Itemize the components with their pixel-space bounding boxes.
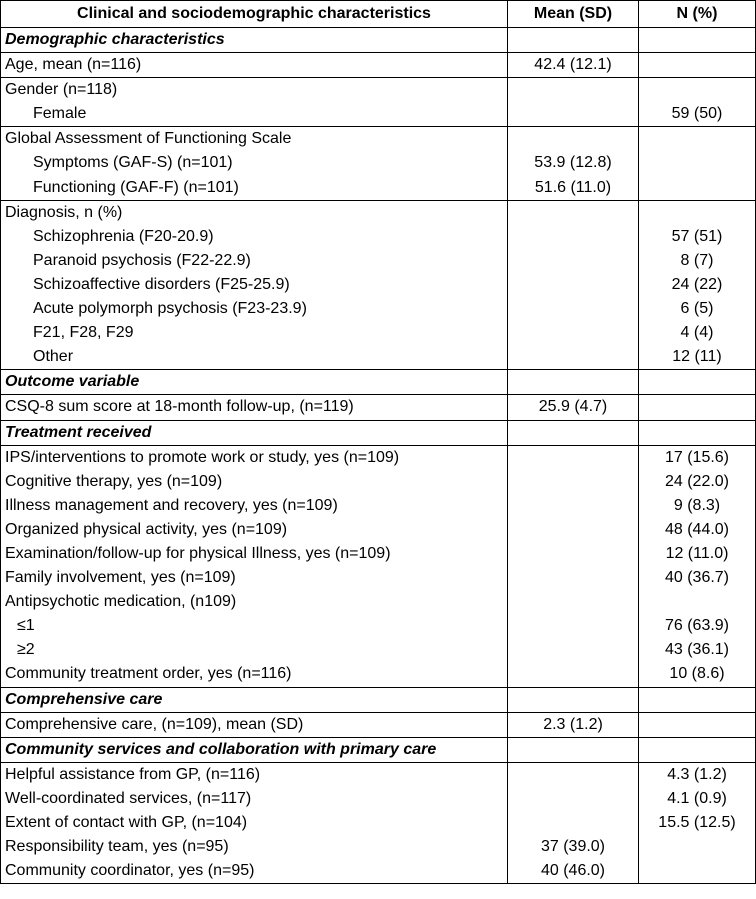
n-percent-cell (639, 78, 756, 127)
row-label: Paranoid psychosis (F22-22.9) (33, 251, 251, 269)
row-label: Examination/follow-up for physical Illness, yes (n=109) (5, 544, 391, 562)
row-label: ≥2 (17, 641, 35, 659)
mean-value (512, 763, 634, 787)
row-label: Diagnosis, n (%) (5, 203, 123, 221)
n-value: 10 (8.6) (669, 665, 725, 683)
mean-value: 2.3 (1.2) (543, 715, 603, 733)
mean-sd-cell (508, 53, 639, 78)
mean-value (512, 787, 634, 811)
mean-value (512, 590, 634, 614)
n-value (643, 590, 751, 614)
mean-value (512, 225, 634, 249)
row-label: CSQ-8 sum score at 18-month follow-up, (n=119) (5, 398, 354, 416)
n-percent-cell (639, 127, 756, 200)
mean-value: 37 (39.0) (540, 838, 606, 856)
mean-value (512, 127, 634, 151)
row-label: Age, mean (n=116) (5, 56, 142, 74)
n-value: 12 (11) (672, 348, 722, 366)
empty-cell (639, 370, 756, 395)
row-label: Organized physical activity, yes (n=109) (5, 520, 288, 538)
mean-value (512, 273, 634, 297)
section-row (1, 737, 756, 762)
n-value: 15.5 (12.5) (658, 814, 736, 831)
section-heading: Community services and collaboration with primary care (1, 737, 508, 762)
n-value (643, 78, 751, 102)
n-value: 40 (36.7) (664, 569, 730, 587)
section-heading: Demographic characteristics (1, 28, 508, 53)
mean-value (512, 102, 634, 126)
mean-value (512, 345, 634, 369)
n-value: 8 (7) (680, 251, 714, 269)
row-label: Well-coordinated services, (n=117) (5, 789, 252, 807)
n-value (643, 835, 751, 859)
mean-value: 42.4 (12.1) (534, 56, 612, 74)
mean-value (512, 662, 634, 686)
n-percent-cell (639, 200, 756, 370)
n-value: 57 (51) (671, 227, 723, 245)
characteristic-cell (1, 762, 508, 883)
mean-value (512, 614, 634, 638)
n-value: 9 (8.3) (673, 496, 721, 514)
section-heading: Outcome variable (1, 370, 508, 395)
n-value: 17 (15.6) (664, 448, 730, 466)
n-value (643, 395, 751, 419)
row-label: Schizophrenia (F20-20.9) (33, 227, 214, 245)
table-row (1, 127, 756, 200)
header-mean-sd: Mean (SD) (508, 1, 639, 28)
mean-value (512, 494, 634, 518)
mean-sd-cell (508, 445, 639, 687)
mean-value (512, 518, 634, 542)
row-label: Symptoms (GAF-S) (n=101) (33, 154, 233, 172)
row-label: Responsibility team, yes (n=95) (5, 838, 229, 856)
mean-sd-cell (508, 712, 639, 737)
mean-sd-cell (508, 200, 639, 370)
row-label: Family involvement, yes (n=109) (5, 569, 236, 587)
mean-value (512, 542, 634, 566)
table-body (1, 28, 756, 884)
table-row (1, 53, 756, 78)
mean-value: 51.6 (11.0) (534, 178, 612, 196)
row-label: Illness management and recovery, yes (n=109) (5, 496, 338, 514)
mean-value (512, 470, 634, 494)
table-row (1, 445, 756, 687)
mean-value (512, 297, 634, 321)
mean-value (512, 321, 634, 345)
empty-cell (508, 28, 639, 53)
n-value (643, 176, 751, 200)
characteristic-cell (1, 395, 508, 420)
n-value (643, 127, 751, 151)
n-value: 6 (5) (680, 300, 714, 318)
mean-value: 40 (46.0) (540, 862, 606, 880)
section-row (1, 370, 756, 395)
n-value (643, 53, 751, 77)
section-row (1, 687, 756, 712)
row-label: ≤1 (17, 617, 35, 635)
header-row (1, 1, 756, 28)
n-value (643, 713, 751, 737)
section-heading: Treatment received (1, 420, 508, 445)
empty-cell (508, 420, 639, 445)
mean-value (512, 78, 634, 102)
section-heading: Comprehensive care (1, 687, 508, 712)
row-label: Gender (n=118) (5, 81, 118, 99)
table-row (1, 395, 756, 420)
row-label: IPS/interventions to promote work or study, yes (n=109) (5, 448, 400, 466)
mean-value (512, 249, 634, 273)
mean-sd-cell (508, 395, 639, 420)
n-value: 24 (22.0) (664, 472, 730, 490)
row-label: Cognitive therapy, yes (n=109) (5, 472, 223, 490)
n-value: 4.3 (1.2) (667, 765, 727, 783)
n-percent-cell (639, 762, 756, 883)
empty-cell (639, 420, 756, 445)
empty-cell (508, 370, 639, 395)
n-value: 76 (63.9) (664, 617, 730, 635)
mean-value (512, 201, 634, 225)
row-label: Community coordinator, yes (n=95) (5, 862, 255, 880)
n-value: 12 (11.0) (665, 544, 729, 562)
n-value: 48 (44.0) (664, 520, 730, 538)
characteristic-cell (1, 712, 508, 737)
row-label: Female (33, 105, 87, 123)
row-label: Antipsychotic medication, (n109) (5, 593, 237, 611)
n-value: 59 (50) (671, 105, 723, 123)
mean-value (512, 446, 634, 470)
row-label: Acute polymorph psychosis (F23-23.9) (33, 300, 307, 318)
characteristic-cell (1, 200, 508, 370)
mean-value (512, 566, 634, 590)
empty-cell (639, 28, 756, 53)
empty-cell (508, 737, 639, 762)
n-value: 4 (4) (680, 324, 714, 342)
n-percent-cell (639, 712, 756, 737)
empty-cell (639, 737, 756, 762)
section-row (1, 28, 756, 53)
row-label: Global Assessment of Functioning Scale (5, 130, 292, 148)
n-value: 43 (36.1) (664, 641, 730, 659)
mean-sd-cell (508, 762, 639, 883)
row-label: Helpful assistance from GP, (n=116) (5, 765, 261, 783)
n-value (643, 201, 751, 225)
mean-value (512, 811, 634, 835)
mean-value: 25.9 (4.7) (538, 398, 608, 416)
characteristic-cell (1, 78, 508, 127)
header-characteristics: Clinical and sociodemographic characteristics (1, 1, 508, 28)
table-row (1, 200, 756, 370)
n-value (643, 859, 751, 883)
row-label: Other (33, 348, 74, 366)
table-row (1, 712, 756, 737)
characteristic-cell (1, 127, 508, 200)
mean-sd-cell (508, 78, 639, 127)
n-percent-cell (639, 395, 756, 420)
header-n-percent: N (%) (639, 1, 756, 28)
row-label: Schizoaffective disorders (F25-25.9) (33, 275, 290, 293)
mean-value (512, 638, 634, 662)
characteristic-cell (1, 445, 508, 687)
n-value: 4.1 (0.9) (667, 789, 727, 807)
table-row (1, 78, 756, 127)
empty-cell (508, 687, 639, 712)
mean-value: 53.9 (12.8) (534, 154, 612, 172)
mean-sd-cell (508, 127, 639, 200)
row-label: Extent of contact with GP, (n=104) (5, 814, 248, 831)
empty-cell (639, 687, 756, 712)
characteristic-cell (1, 53, 508, 78)
n-value: 24 (22) (671, 275, 723, 293)
n-value (643, 151, 751, 175)
table-row (1, 762, 756, 883)
section-row (1, 420, 756, 445)
n-percent-cell (639, 53, 756, 78)
row-label: Community treatment order, yes (n=116) (5, 665, 292, 683)
row-label: Comprehensive care, (n=109), mean (SD) (5, 715, 304, 733)
n-percent-cell (639, 445, 756, 687)
row-label: Functioning (GAF-F) (n=101) (33, 178, 239, 196)
row-label: F21, F28, F29 (33, 324, 134, 342)
